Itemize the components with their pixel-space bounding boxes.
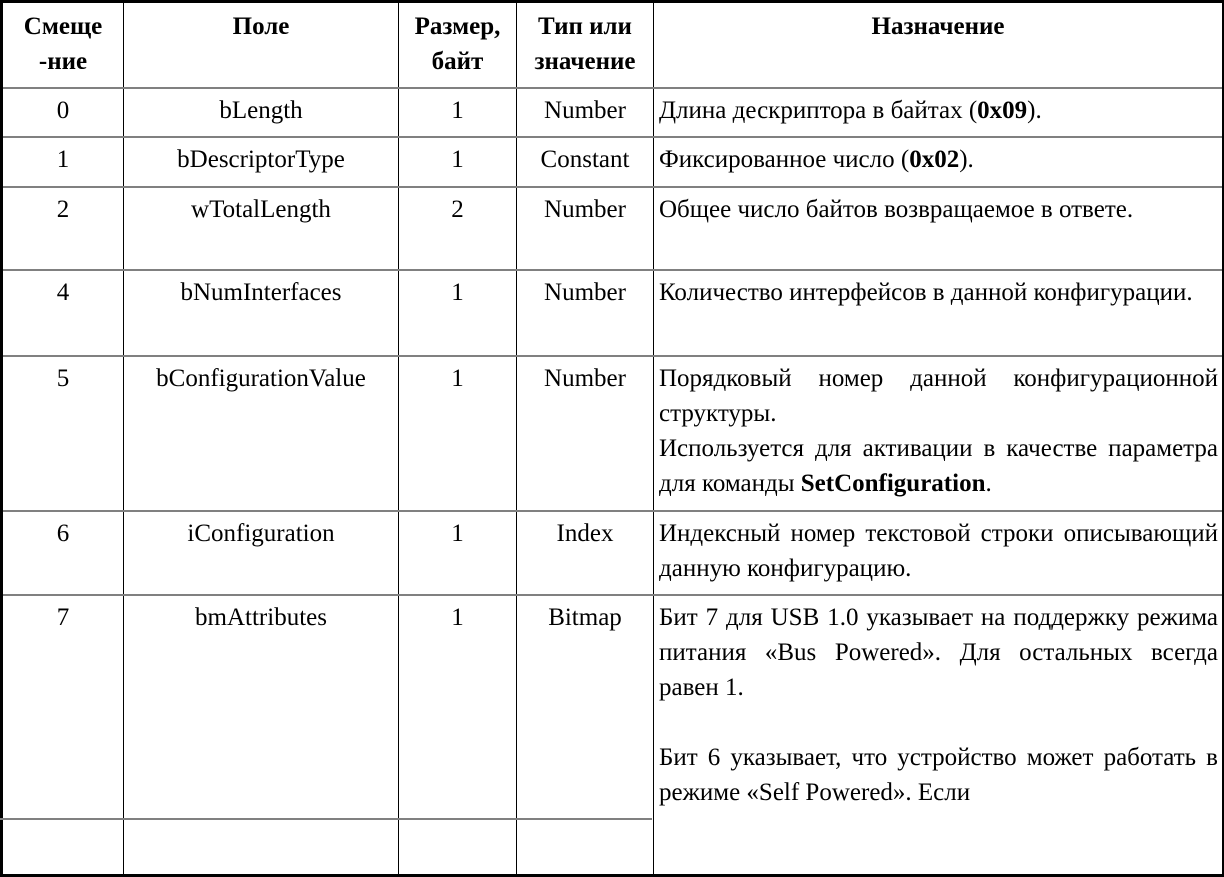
description-paragraph — [659, 740, 1218, 810]
type-value: Number — [544, 365, 626, 392]
type-value: Number — [544, 97, 626, 124]
description-paragraph — [659, 431, 1218, 501]
size-value: 1 — [451, 146, 464, 173]
description-text-segment: ). — [1027, 97, 1042, 124]
offset-cell — [2, 137, 124, 187]
header-label-line: Тип или — [538, 13, 632, 40]
offset-value: 2 — [56, 196, 70, 223]
offset-cell — [2, 270, 124, 356]
offset-value: 0 — [56, 97, 70, 124]
offset-cell — [2, 356, 124, 511]
description-text-segment: Индексный номер текстовой строки описывающий данную конфигурацию. — [659, 520, 1218, 582]
offset-value: 4 — [56, 279, 70, 306]
description-bold-segment: SetConfiguration — [800, 470, 986, 497]
table-row — [2, 595, 1224, 875]
field-cell — [124, 187, 399, 270]
size-value: 1 — [451, 279, 464, 306]
offset-cell — [2, 187, 124, 270]
table-row — [2, 270, 1224, 356]
row-separator-partial-line — [0, 818, 652, 820]
table-row — [2, 356, 1224, 511]
size-value: 1 — [451, 520, 464, 547]
offset-cell — [2, 511, 124, 595]
field-cell — [124, 511, 399, 595]
description-text-segment: Порядковый номер данной конфигурационной структуры. — [659, 365, 1218, 427]
header-label-line: значение — [534, 48, 636, 75]
description-cell — [654, 356, 1224, 511]
description-paragraph — [659, 361, 1218, 431]
type-value: Number — [544, 196, 626, 223]
field-cell — [124, 270, 399, 356]
header-label-line: Смеще — [23, 13, 103, 40]
description-bold-segment: 0x02 — [909, 146, 960, 173]
field-value: bmAttributes — [195, 604, 327, 631]
description-cell — [654, 270, 1224, 356]
header-label-line: Размер, — [414, 13, 501, 40]
field-cell — [124, 356, 399, 511]
table-row — [2, 88, 1224, 137]
offset-value: 6 — [56, 520, 70, 547]
description-text-segment: Бит 6 указывает, что устройство может работать в режиме «Self Powered». Если — [659, 744, 1218, 806]
size-value: 2 — [451, 196, 464, 223]
header-row — [2, 2, 1224, 89]
description-text-segment: Длина дескриптора в байтах ( — [659, 97, 978, 124]
header-label-line: байт — [431, 48, 484, 75]
description-cell — [654, 88, 1224, 137]
type-cell — [517, 88, 654, 137]
description-paragraph — [659, 93, 1218, 128]
size-cell — [399, 595, 517, 875]
description-text-segment: Бит 7 для USB 1.0 указывает на поддержку режима питания «Bus Powered». Для остальных всегда равен 1. — [659, 604, 1218, 701]
type-value: Constant — [540, 146, 630, 173]
header-label-line: Поле — [232, 13, 290, 40]
description-bold-segment: 0x09 — [977, 97, 1028, 124]
size-cell — [399, 137, 517, 187]
description-text-segment: Используется для активации в качестве параметра для команды — [659, 435, 1218, 497]
type-cell — [517, 595, 654, 875]
header-cell-type — [517, 2, 654, 89]
field-value: bConfigurationValue — [156, 365, 366, 392]
description-paragraph — [659, 142, 1218, 177]
type-value: Index — [556, 520, 614, 547]
description-cell — [654, 137, 1224, 187]
table-row — [2, 187, 1224, 270]
description-text-segment: Общее число байтов возвращаемое в ответе. — [659, 196, 1134, 223]
description-text-segment: Фиксированное число ( — [659, 146, 910, 173]
header-cell-description — [654, 2, 1224, 89]
field-value: iConfiguration — [187, 520, 335, 547]
description-cell — [654, 595, 1224, 875]
type-cell — [517, 187, 654, 270]
size-cell — [399, 270, 517, 356]
type-cell — [517, 270, 654, 356]
field-cell — [124, 137, 399, 187]
header-cell-size — [399, 2, 517, 89]
offset-value: 7 — [56, 604, 70, 631]
field-value: bNumInterfaces — [180, 279, 342, 306]
description-paragraph — [659, 600, 1218, 705]
size-cell — [399, 187, 517, 270]
field-cell — [124, 88, 399, 137]
field-value: bLength — [219, 97, 303, 124]
type-cell — [517, 356, 654, 511]
offset-value: 5 — [56, 365, 70, 392]
offset-cell — [2, 595, 124, 875]
description-text-segment: . — [985, 470, 992, 497]
header-cell-field — [124, 2, 399, 89]
description-paragraph — [659, 516, 1218, 586]
table-head — [2, 2, 1224, 89]
size-value: 1 — [451, 604, 464, 631]
size-value: 1 — [451, 365, 464, 392]
type-cell — [517, 137, 654, 187]
description-blank-line — [659, 705, 1218, 740]
size-value: 1 — [451, 97, 464, 124]
size-cell — [399, 511, 517, 595]
type-value: Number — [544, 279, 626, 306]
type-cell — [517, 511, 654, 595]
description-text-segment: ). — [959, 146, 974, 173]
description-cell — [654, 187, 1224, 270]
header-label-line: -ние — [38, 48, 88, 75]
field-value: bDescriptorType — [177, 146, 345, 173]
field-cell — [124, 595, 399, 875]
type-value: Bitmap — [548, 604, 622, 631]
field-value: wTotalLength — [191, 196, 331, 223]
header-label-line: Назначение — [871, 13, 1005, 40]
size-cell — [399, 356, 517, 511]
description-cell — [654, 511, 1224, 595]
table-row — [2, 511, 1224, 595]
table-row — [2, 137, 1224, 187]
offset-value: 1 — [56, 146, 70, 173]
offset-cell — [2, 88, 124, 137]
table-body — [2, 88, 1224, 875]
description-paragraph — [659, 275, 1218, 310]
description-text-segment: Количество интерфейсов в данной конфигурации. — [659, 279, 1193, 306]
description-paragraph — [659, 192, 1218, 227]
header-cell-offset — [2, 2, 124, 89]
size-cell — [399, 88, 517, 137]
